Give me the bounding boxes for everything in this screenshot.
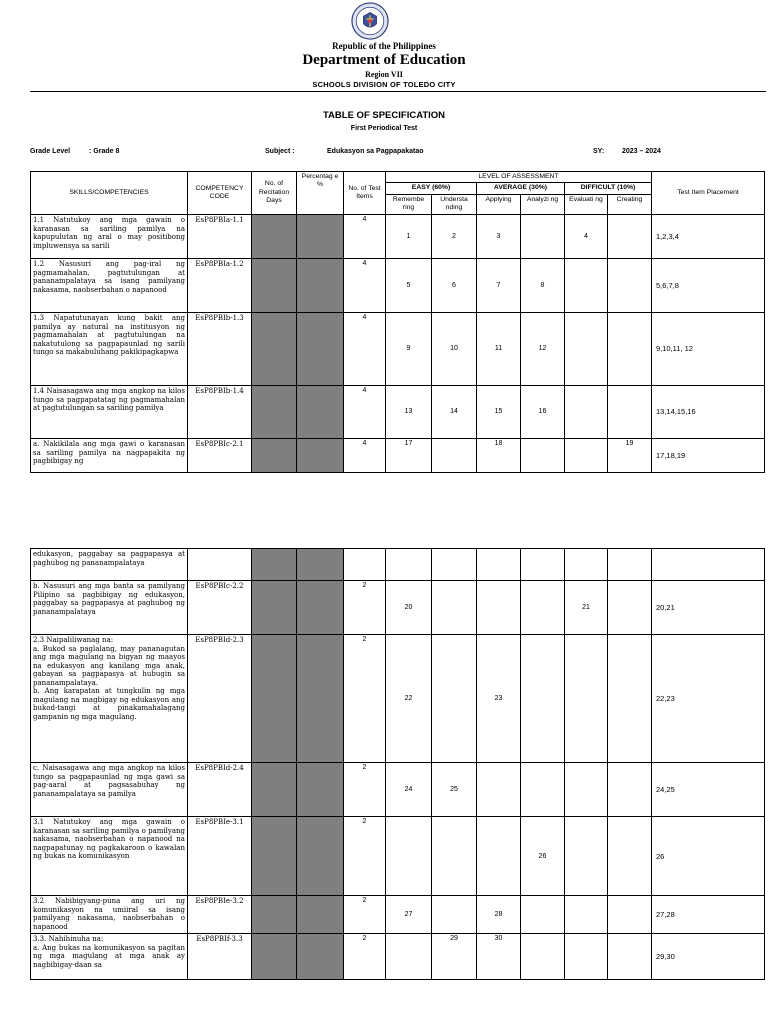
skill-competency-cell: c. Naisasagawa ang mga angkop na kilos tungo sa pagpapaunlad ng mga gawi sa pag-aaral at pagsasabuhay ng pananampalataya sa pamilya [31,763,188,817]
test-item-placement-cell [652,549,765,581]
recitation-days-cell [252,258,297,312]
level-app-cell: 7 [477,258,521,312]
competency-code-cell: EsP8PBIb-1.3 [188,312,252,385]
test-item-placement-cell: 24,25 [652,763,765,817]
document-subtitle: First Periodical Test [350,125,418,132]
level-und-cell: 6 [432,258,477,312]
level-cre-cell [608,312,652,385]
test-items-cell: 2 [344,817,386,896]
test-items-cell: 4 [344,214,386,258]
level-rem-cell: 1 [386,214,432,258]
header-test-item-placement: Test Item Placement [652,172,765,215]
percentage-cell [297,763,344,817]
competency-code-cell: EsP8PBId-2.3 [188,635,252,763]
level-eva-cell: 21 [565,581,608,635]
level-ana-cell [521,635,565,763]
skill-competency-cell: 3.2 Nabibigyang-puna ang uri ng komunikasyon na umiiral sa isang pamilyang nakasama, naobserbahan o napanood [31,896,188,934]
recitation-days-cell [252,214,297,258]
level-eva-cell [565,312,608,385]
level-rem-cell: 20 [386,581,432,635]
level-ana-cell [521,549,565,581]
percentage-cell [297,312,344,385]
level-und-cell [432,581,477,635]
grade-level-value: : Grade 8 [89,148,120,155]
header-level-of-assessment: LEVEL OF ASSESSMENT [386,172,652,183]
skill-competency-cell: b. Nasusuri ang mga banta sa pamilyang Pilipino sa pagbibigay ng edukasyon, paggabay sa pagpapasya at paghubog ng pananampalataya [31,581,188,635]
skill-competency-cell: edukasyon, paggabay sa pagpapasya at paghubog ng pananampalataya [31,549,188,581]
level-app-cell: 11 [477,312,521,385]
table-row [31,438,765,472]
header-creating: Creating [608,194,652,214]
level-und-cell: 2 [432,214,477,258]
department-title: Department of Education [302,52,466,68]
level-rem-cell: 17 [386,438,432,472]
level-rem-cell: 13 [386,385,432,438]
level-cre-cell [608,934,652,980]
skill-competency-cell: 1.1 Natutukoy ang mga gawain o karanasan sa sariling pamilya na kapupulutan ng aral o may positibong impluwensya sa sarili [31,214,188,258]
document-title: TABLE OF SPECIFICATION [322,110,446,121]
percentage-cell [297,385,344,438]
recitation-days-cell [252,312,297,385]
table-row [31,312,765,385]
level-und-cell [432,549,477,581]
level-ana-cell [521,896,565,934]
level-app-cell [477,549,521,581]
table-row [31,214,765,258]
level-app-cell [477,817,521,896]
test-item-placement-cell: 17,18,19 [652,438,765,472]
level-und-cell [432,896,477,934]
percentage-cell [297,635,344,763]
skill-competency-cell: 1.3 Napatutunayan kung bakit ang pamilya ay natural na institusyon ng pagmamahalan at pagtutulungan na nakatutulong sa pagpapaunlad ng sarili tungo sa makabuluhang pakikipagkapwa [31,312,188,385]
level-app-cell [477,581,521,635]
specification-table-page-2 [30,548,765,980]
level-und-cell: 10 [432,312,477,385]
test-items-cell: 4 [344,385,386,438]
table-row [31,896,765,934]
test-item-placement-cell: 22,23 [652,635,765,763]
test-item-placement-cell: 1,2,3,4 [652,214,765,258]
header-evaluating: Evaluati ng [565,194,608,214]
level-und-cell [432,438,477,472]
level-eva-cell [565,385,608,438]
level-eva-cell [565,438,608,472]
table-row [31,258,765,312]
level-und-cell: 14 [432,385,477,438]
division-label: SCHOOLS DIVISION OF TOLEDO CITY [312,80,456,89]
header-recitation-days: No. of Recitation Days [252,172,297,215]
test-items-cell: 2 [344,896,386,934]
table-row [31,581,765,635]
level-app-cell: 23 [477,635,521,763]
level-ana-cell: 12 [521,312,565,385]
level-app-cell: 18 [477,438,521,472]
level-rem-cell: 22 [386,635,432,763]
competency-code-cell [188,549,252,581]
test-items-cell: 4 [344,438,386,472]
level-eva-cell [565,258,608,312]
header-analyzing: Analyzi ng [521,194,565,214]
level-und-cell [432,817,477,896]
header-understanding: Understa nding [432,194,477,214]
header-percentage: Percentag e % [297,172,344,215]
competency-code-cell: EsP8PBIc-2.2 [188,581,252,635]
level-eva-cell [565,635,608,763]
header-average: AVERAGE (30%) [477,183,565,194]
test-item-placement-cell: 29,30 [652,934,765,980]
level-ana-cell [521,934,565,980]
competency-code-cell: EsP8PBIe-3.2 [188,896,252,934]
competency-code-cell: EsP8PBIf-3.3 [188,934,252,980]
skill-competency-cell: 3.3. Nahihinuha na: a. Ang bukas na komunikasyon sa pagitan ng mga magulang at mga anak ay nagbibigay-daan sa [31,934,188,980]
table-row [31,549,765,581]
table-row [31,385,765,438]
republic-label: Republic of the Philippines [332,41,436,51]
table-row [31,934,765,980]
level-und-cell: 25 [432,763,477,817]
recitation-days-cell [252,763,297,817]
percentage-cell [297,581,344,635]
level-rem-cell [386,934,432,980]
recitation-days-cell [252,385,297,438]
level-app-cell [477,763,521,817]
recitation-days-cell [252,438,297,472]
subject-value: Edukasyon sa Pagpapakatao [327,148,424,155]
percentage-cell [297,549,344,581]
level-eva-cell [565,896,608,934]
level-cre-cell [608,214,652,258]
test-items-cell: 4 [344,312,386,385]
specification-table-page-1 [30,171,765,473]
level-ana-cell [521,581,565,635]
header-divider [30,91,766,92]
skill-competency-cell: 1.2 Nasusuri ang pag-iral ng pagmamahalan, pagtutulungan at pananampalataya sa isang pamilyang nakasama, naobserbahan o napanood [31,258,188,312]
competency-code-cell: EsP8PBIc-2.1 [188,438,252,472]
level-ana-cell: 16 [521,385,565,438]
level-app-cell: 30 [477,934,521,980]
skill-competency-cell: a. Nakikilala ang mga gawi o karanasan sa sariling pamilya na nagpapakita ng pagbibigay ng [31,438,188,472]
recitation-days-cell [252,817,297,896]
level-ana-cell [521,214,565,258]
recitation-days-cell [252,635,297,763]
competency-code-cell: EsP8PBIe-3.1 [188,817,252,896]
header-remembering: Remembe ring [386,194,432,214]
recitation-days-cell [252,549,297,581]
level-cre-cell: 19 [608,438,652,472]
percentage-cell [297,896,344,934]
level-cre-cell [608,635,652,763]
level-eva-cell [565,934,608,980]
level-eva-cell: 4 [565,214,608,258]
subject-label: Subject : [265,148,295,155]
header-test-items: No. of Test Items [344,172,386,215]
level-rem-cell [386,817,432,896]
level-ana-cell [521,763,565,817]
percentage-cell [297,438,344,472]
recitation-days-cell [252,896,297,934]
level-eva-cell [565,763,608,817]
level-ana-cell: 8 [521,258,565,312]
table-row [31,763,765,817]
table-row [31,635,765,763]
test-item-placement-cell: 27,28 [652,896,765,934]
level-eva-cell [565,817,608,896]
level-cre-cell [608,817,652,896]
header-difficult: DIFFICULT (10%) [565,183,652,194]
table-row [31,817,765,896]
level-cre-cell [608,763,652,817]
test-item-placement-cell: 9,10,11, 12 [652,312,765,385]
test-items-cell: 2 [344,934,386,980]
competency-code-cell: EsP8PBIa-1.2 [188,258,252,312]
level-app-cell: 28 [477,896,521,934]
level-app-cell: 15 [477,385,521,438]
test-items-cell [344,549,386,581]
header-applying: Applying [477,194,521,214]
competency-code-cell: EsP8PBIa-1.1 [188,214,252,258]
header-skills: SKILLS/COMPETENCIES [31,172,188,215]
level-rem-cell: 24 [386,763,432,817]
test-item-placement-cell: 20,21 [652,581,765,635]
percentage-cell [297,934,344,980]
header-competency-code: COMPETENCY CODE [188,172,252,215]
level-rem-cell: 5 [386,258,432,312]
percentage-cell [297,817,344,896]
level-rem-cell: 27 [386,896,432,934]
test-items-cell: 4 [344,258,386,312]
level-und-cell: 29 [432,934,477,980]
test-items-cell: 2 [344,635,386,763]
level-rem-cell [386,549,432,581]
test-item-placement-cell: 5,6,7,8 [652,258,765,312]
percentage-cell [297,258,344,312]
test-items-cell: 2 [344,763,386,817]
level-cre-cell [608,896,652,934]
school-year-label: SY: [593,148,605,155]
level-app-cell: 3 [477,214,521,258]
level-und-cell [432,635,477,763]
test-item-placement-cell: 26 [652,817,765,896]
deped-seal-logo [351,2,389,40]
skill-competency-cell: 2.3 Naipaliliwanag na: a. Bukod sa paglalang, may pananagutan ang mga magulang na bigyan ng maayos na edukasyon ang kanilang mga anak, gabayan sa pagpapasya at hubugin sa pananampalataya. b. Ang karapatan at tungkulin ng mga magulang na magbigay ng edukasyon ang bukod-tangi at pinakamahalagang gampanin ng mga magulang. [31,635,188,763]
test-item-placement-cell: 13,14,15,16 [652,385,765,438]
level-cre-cell [608,549,652,581]
level-rem-cell: 9 [386,312,432,385]
recitation-days-cell [252,581,297,635]
header-easy: EASY (60%) [386,183,477,194]
level-ana-cell [521,438,565,472]
competency-code-cell: EsP8PBIb-1.4 [188,385,252,438]
recitation-days-cell [252,934,297,980]
skill-competency-cell: 3.1 Natutukoy ang mga gawain o karanasan sa sariling pamilya o pamilyang nakasama, naobserbahan o napanood na nagpapatunay ng pagkakaroon o kawalan ng bukas na komunikasyon [31,817,188,896]
level-cre-cell [608,385,652,438]
school-year-value: 2023 – 2024 [622,148,661,155]
test-items-cell: 2 [344,581,386,635]
level-cre-cell [608,258,652,312]
level-ana-cell: 26 [521,817,565,896]
grade-level-label: Grade Level [30,148,71,155]
level-cre-cell [608,581,652,635]
region-label: Region VII [365,70,403,79]
percentage-cell [297,214,344,258]
level-eva-cell [565,549,608,581]
skill-competency-cell: 1.4 Naisasagawa ang mga angkop na kilos tungo sa pagpapatatag ng pagmamahalan at pagtutulungan sa sariling pamilya [31,385,188,438]
competency-code-cell: EsP8PBId-2.4 [188,763,252,817]
